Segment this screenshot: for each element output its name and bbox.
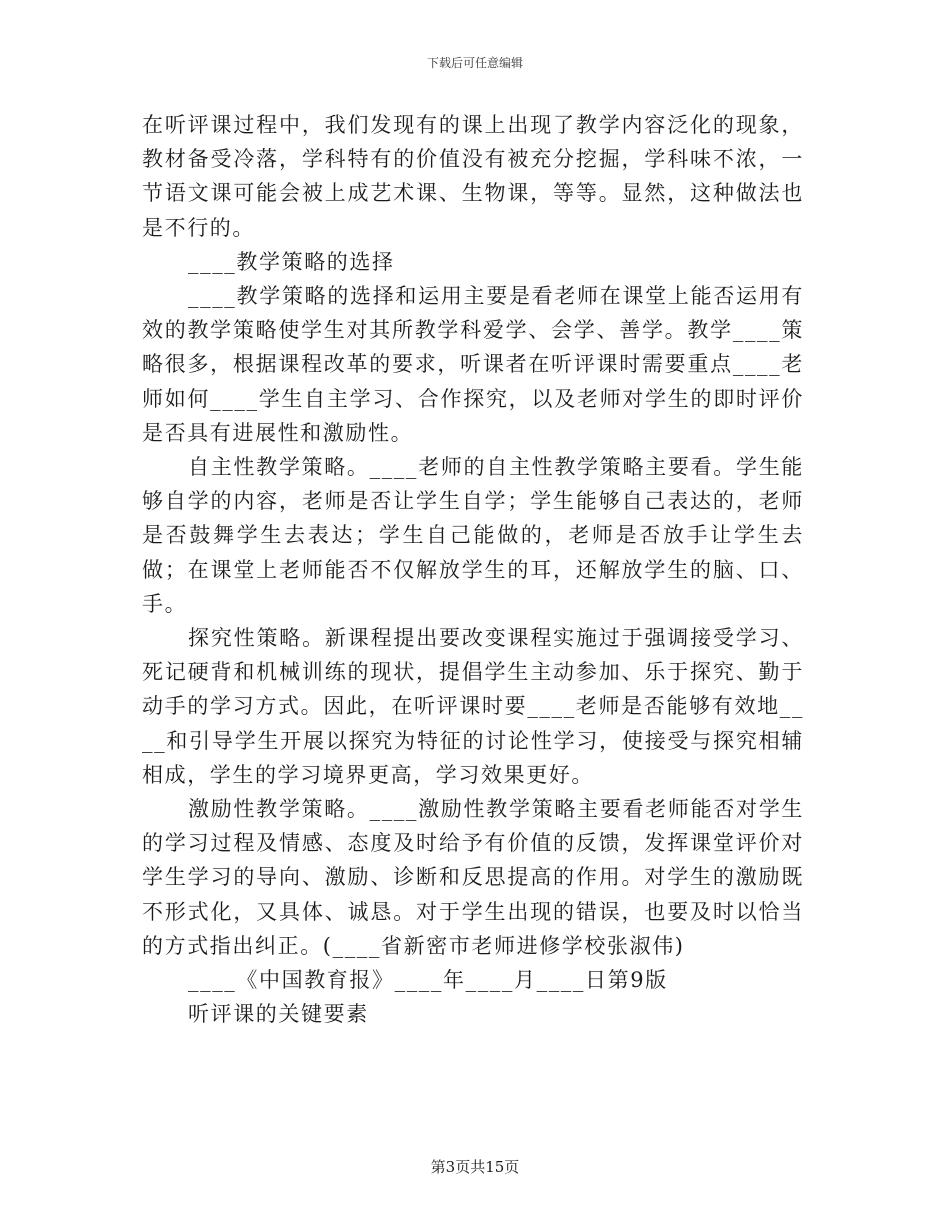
paragraph-2: ____教学策略的选择	[188, 249, 395, 274]
paragraph-6: 激励性教学策略。____激励性教学策略主要看老师能否对学生的学习过程及情感、态度及时给予有价值的反馈，发挥课堂评价对学生学习的导向、激励、诊断和反思提高的作用。对学生的激励既不形式化，又具体、诚恳。对于学生出现的错误，也要及时以恰当的方式指出纠正。(____省新密市老师进修学校张淑伟)	[142, 797, 804, 958]
paragraph-8: 听评课的关键要素	[188, 1002, 369, 1027]
paragraph-1: 在听评课过程中，我们发现有的课上出现了教学内容泛化的现象，教材备受冷落，学科特有的价值没有被充分挖掘，学科味不浓，一节语文课可能会被上成艺术课、生物课，等等。显然，这种做法也是不行的。	[142, 113, 804, 240]
paragraph-3: ____教学策略的选择和运用主要是看老师在课堂上能否运用有效的教学策略使学生对其所教学科爱学、会学、善学。教学____策略很多，根据课程改革的要求，听课者在听评课时需要重点____老师如何____学生自主学习、合作探究，以及老师对学生的即时评价是否具有进展性和激励性。	[142, 284, 804, 445]
paragraph-7: ____《中国教育报》____年____月____日第9版	[188, 968, 668, 993]
page-footer: 第3页共15页	[430, 1158, 520, 1176]
paragraph-4: 自主性教学策略。____老师的自主性教学策略主要看。学生能够自学的内容，老师是否让学生自学；学生能够自己表达的，老师是否鼓舞学生去表达；学生自己能做的，老师是否放手让学生去做；在课堂上老师能否不仅解放学生的耳，还解放学生的脑、口、手。	[142, 455, 804, 616]
paragraph-5: 探究性策略。新课程提出要改变课程实施过于强调接受学习、死记硬背和机械训练的现状，提倡学生主动参加、乐于探究、勤于动手的学习方式。因此，在听评课时要____老师是否能够有效地____和引导学生开展以探究为特征的讨论性学习，使接受与探究相辅相成，学生的学习境界更高，学习效果更好。	[142, 626, 804, 787]
document-body	[142, 108, 804, 1031]
page-header: 下载后可任意编辑	[426, 56, 523, 70]
